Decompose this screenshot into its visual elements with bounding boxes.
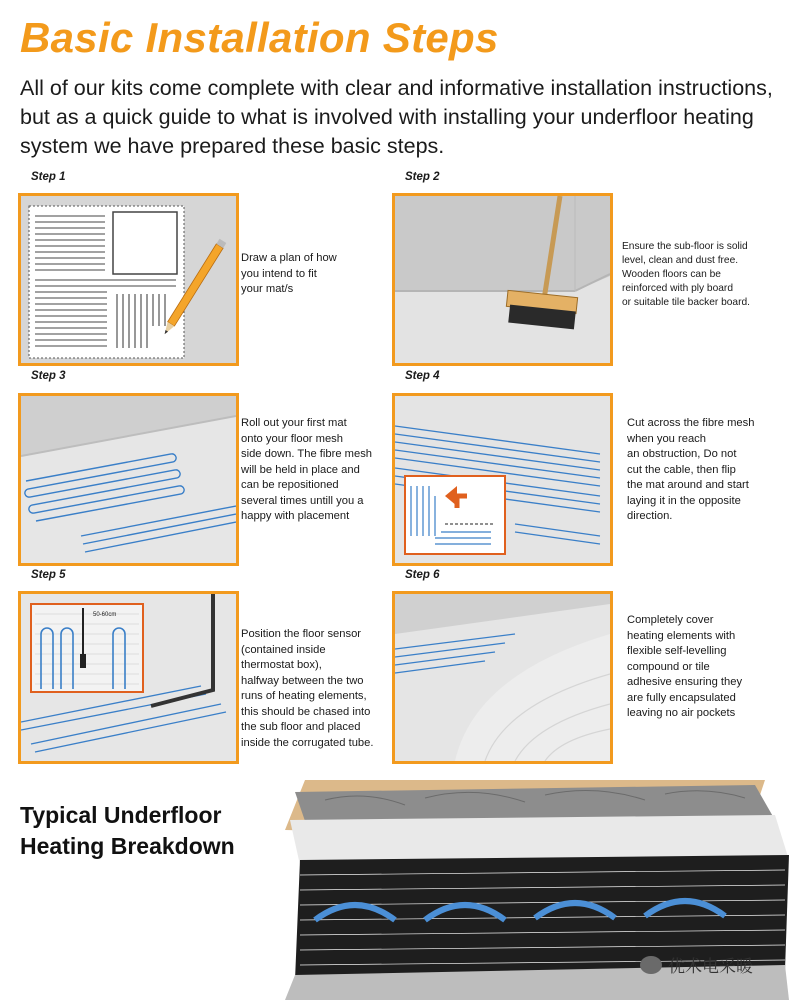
step-3-label: Step 3 — [31, 370, 66, 382]
step-1-description: Draw a plan of how you intend to fit your mat/s — [241, 252, 337, 295]
step-1-illustration — [18, 193, 239, 366]
step-2-illustration — [392, 193, 613, 366]
page-title: Basic Installation Steps — [20, 14, 499, 61]
step-4-description: Cut across the fibre mesh when you reach an obstruction, Do not cut the cable, then flip the mat around and start laying it in the opposite direction. — [627, 417, 755, 522]
intro-paragraph: All of our kits come complete with clear and informative installation instructions, but as a quick guide to what is involved with installing your underfloor heating system we have prepared these basic steps. — [20, 76, 773, 158]
step-5-dimension-label: 50-60cm — [93, 612, 117, 618]
watermark — [640, 952, 753, 977]
step-5-illustration — [18, 591, 239, 764]
step-4-label: Step 4 — [405, 370, 440, 382]
step-1-label: Step 1 — [31, 171, 66, 183]
wechat-icon — [640, 956, 662, 974]
step-5-description: Position the floor sensor (contained inside thermostat box), halfway between the two runs of heating elements, this should be chased into the sub floor and placed inside the corrugated tube. — [241, 628, 374, 749]
breakdown-heading: Typical Underfloor Heating Breakdown — [20, 802, 235, 859]
step-6-label: Step 6 — [405, 569, 440, 581]
step-3-description: Roll out your first mat onto your floor mesh side down. The fibre mesh will be held in place and can be repositioned several times untill you a happy with placement — [241, 417, 373, 522]
step-6-illustration — [392, 591, 613, 764]
step-2-label: Step 2 — [405, 171, 440, 183]
watermark-text: 优术电采暖 — [668, 957, 753, 976]
step-4-illustration — [392, 393, 613, 566]
step-3-illustration — [18, 393, 239, 566]
step-2-description: Ensure the sub-floor is solid level, clean and dust free. Wooden floors can be reinforced with ply board or suitable tile backer board. — [622, 241, 750, 308]
step-6-description: Completely cover heating elements with flexible self-levelling compound or tile adhesive ensuring they are fully encapsulated leaving no air pockets — [627, 614, 743, 719]
step-5-label: Step 5 — [31, 569, 66, 581]
